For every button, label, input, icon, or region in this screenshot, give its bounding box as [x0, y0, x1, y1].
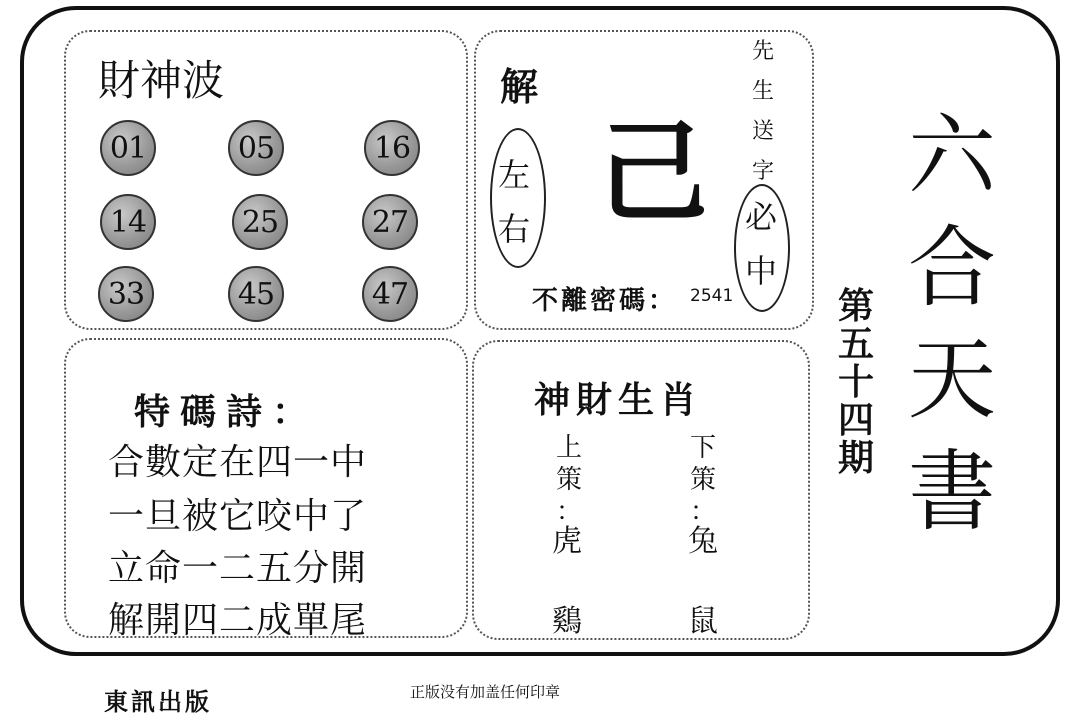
number-ball: 27 [362, 194, 418, 250]
poem-line: 立命一二五分開 [108, 548, 368, 589]
lucky-numbers-title: 財神波 [98, 56, 225, 105]
zodiac-title: 神財生肖 [534, 380, 703, 421]
number-ball: 25 [232, 194, 288, 250]
number-ball: 45 [228, 266, 284, 322]
vertical-char: 先 [752, 39, 775, 64]
must-hit-text [745, 190, 777, 298]
issue-number [838, 288, 874, 478]
oval-char: 右 [498, 210, 531, 248]
number-ball: 16 [364, 120, 420, 176]
title-char: 六 [908, 104, 997, 207]
oval-char: 中 [745, 252, 778, 290]
vertical-char: 送 [752, 119, 775, 144]
poem-line: 解開四二成單尾 [108, 600, 368, 641]
issue-char: 期 [838, 438, 875, 479]
issue-char: 十 [838, 362, 875, 403]
zodiac-item: 鷄 [552, 604, 582, 639]
code-number: 2541 [690, 286, 734, 306]
left-right-text [498, 148, 530, 256]
issue-char: 第 [838, 286, 875, 327]
label-char: 策 [556, 465, 583, 495]
publisher: 東訊出版 [104, 688, 212, 716]
number-ball: 33 [98, 266, 154, 322]
zodiac-item: 兔 [688, 524, 718, 559]
title-char: 天 [908, 328, 997, 431]
zodiac-item: 虎 [552, 524, 582, 559]
zodiac-item: 鼠 [688, 604, 718, 639]
lower-strategy-label [690, 432, 716, 528]
label-char: ： [690, 497, 717, 527]
title-char: 書 [908, 440, 997, 543]
sender-text [752, 32, 774, 192]
oval-char: 必 [745, 198, 778, 236]
riddle-label: 解 [500, 65, 539, 109]
label-char: 上 [556, 433, 583, 463]
label-char: 下 [690, 433, 717, 463]
riddle-main-char: 己 [598, 109, 708, 237]
authenticity-notice: 正版没有加盖任何印章 [410, 683, 561, 701]
issue-char: 四 [838, 400, 875, 441]
issue-char: 五 [838, 324, 875, 365]
label-char: 策 [690, 465, 717, 495]
number-ball: 47 [362, 266, 418, 322]
poem-title: 特碼詩： [134, 392, 319, 433]
code-label: 不離密碼： [532, 286, 678, 316]
title-char: 合 [908, 216, 997, 319]
poem-line: 一旦被它咬中了 [108, 496, 368, 537]
page-title [908, 100, 996, 548]
upper-strategy-label [556, 432, 582, 528]
lower-strategy-items [688, 522, 718, 642]
number-ball: 05 [228, 120, 284, 176]
number-ball: 01 [100, 120, 156, 176]
number-ball: 14 [100, 194, 156, 250]
upper-strategy-items [552, 522, 582, 642]
oval-char: 左 [498, 156, 531, 194]
poem-line: 合數定在四一中 [108, 442, 368, 483]
vertical-char: 字 [752, 159, 775, 184]
label-char: ： [556, 497, 583, 527]
vertical-char: 生 [752, 79, 775, 104]
